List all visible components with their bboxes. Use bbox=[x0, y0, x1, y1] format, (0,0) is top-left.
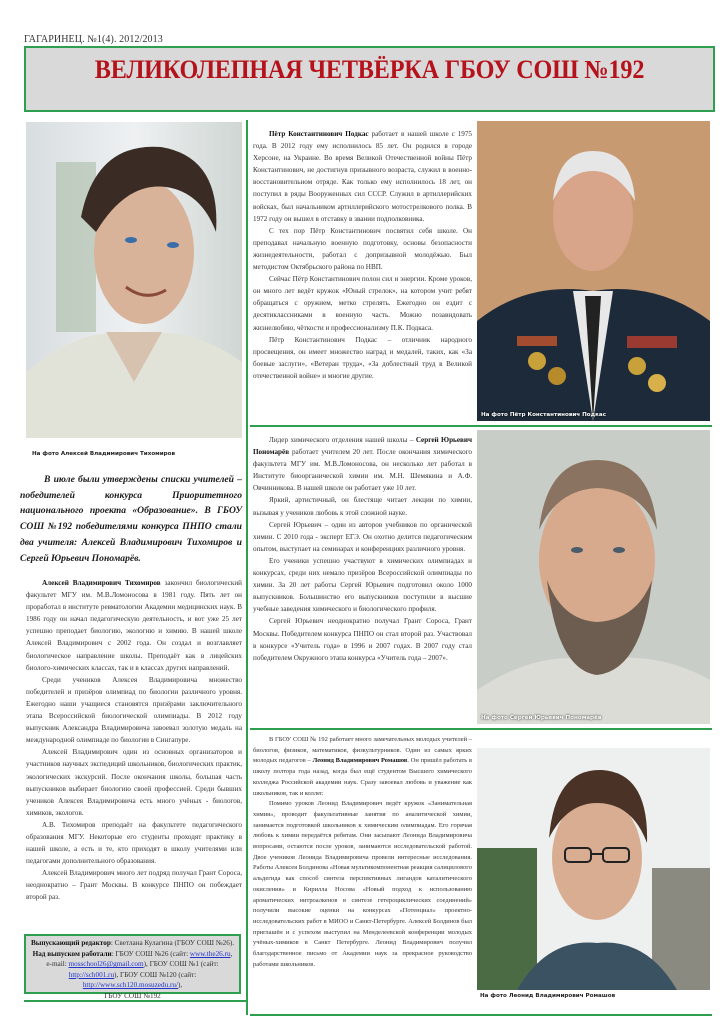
portrait-photo-icon bbox=[477, 121, 710, 421]
paragraph: С тех пор Пётр Константинович посвятил себя школе. Он преподавал начальную военную подготовку, основы безопасности жизнедеятельности, работал с допризывной молодёжью. Был методистом Октябрьского района по НВП. bbox=[253, 226, 472, 272]
section-divider-2 bbox=[250, 728, 712, 730]
text: ), bbox=[177, 981, 183, 990]
photo-ponomarev bbox=[477, 430, 710, 724]
column-divider bbox=[246, 120, 248, 1015]
link-sch120[interactable]: http://www.sch120.mosuzedu.ru/ bbox=[82, 981, 178, 990]
article-lead: Лидер химического отделения нашей школы – bbox=[269, 436, 416, 444]
paragraph: Сейчас Пётр Константинович полон сил и энергии. Кроме уроков, он много лет ведёт кружок «Юный стрелок», на котором учит ребят обращаться с оружием, метко стрелять. Ежегодно он ездит с десятиклассниками в военную часть. Можно позавидовать жизнелюбию, чёткости и профессионализму П.К. Подкаса. bbox=[253, 275, 472, 332]
section-divider-1 bbox=[250, 425, 712, 427]
article-name: Леонид Владимирович Ромашов bbox=[312, 757, 408, 765]
paragraph: Сергей Юрьевич – один из авторов учебников по органической химии. С 2010 года - эксперт ЕГЭ. Он охотно делится педагогическим опытом, выступает на семинарах и конференциях различного уровня. bbox=[253, 520, 472, 553]
intro-text: В июле были утверждены списки учителей – победителей конкурса Приоритетного национального проекта «Образование». В ГБОУ СОШ №192 победителями конкурса ПНПО стали два учителя: Алексей Владимирович Тихомиров и Сергей Юрьевич Пономарёв. bbox=[20, 474, 242, 564]
paragraph: закончил биологический факультет МГУ им. М.В.Ломоносова в 1981 году. Пять лет он проработал в институте ревматологии Академии медицинских наук. В 1986 году он начал педагогическую деятельность, и вот уже 25 лет успешно преподает биологию, экологию и химию. В нашей школе Алексей Владимирович с 2002 года. Он создал и возглавляет биологическое направление школы. Преподаёт как в лицейских биолого-химических классах, так и в классах других направлений. bbox=[26, 579, 242, 672]
paragraph: . Он пришёл работать в школу полтора года назад, когда был ещё студентом Высшего химического колледжа Российской академии наук. Сразу завоевал любовь и уважение как школьников, так и коллег. bbox=[253, 757, 472, 797]
article-romashov bbox=[253, 735, 472, 970]
link-the26[interactable]: www.the26.ru bbox=[189, 949, 231, 958]
worked-label: Над выпуском работали bbox=[32, 949, 112, 958]
paragraph: Сергей Юрьевич неоднократно получал Грант Сороса, Грант Москвы. Победителем конкурса ПНПО он стал второй раз. Участвовал в конкурсе «Учитель года» в 1996 и 2007 годах. В 2007 году стал победителем Окружного этапа конкурса «Учитель года – 2007». bbox=[253, 617, 472, 662]
photo-caption-podkas: На фото Пётр Константинович Подкас bbox=[481, 412, 607, 418]
article-tikhomirov bbox=[26, 577, 242, 904]
article-name: Пётр Константинович Подкас bbox=[269, 130, 369, 138]
section-divider-3 bbox=[250, 1014, 712, 1016]
paragraph: Помимо уроков Леонид Владимирович ведёт кружок «Занимательная химия», проводит факультативные занятия по аналитической химии, занимается подготовкой школьников к химическим олимпиадам. Его горячая любовь к химии передаётся ребятам. Они засыпают Леонида Владимировича вопросами, остаются после уроков, занимаются исследовательской работой. Двое учеников Леонида Владимировича провели интересные исследования. Работы Алексея Болдинова «Новая мультикомпонентная реакция салицилового альдегида как способ синтеза перспективных лигандов каталитического окисления» и Кирилла Носова «Новый подход к использованию ароматических нитроалкенов в синтезе гетероциклических соединений» получили высокие оценки на конкурсах «Потенциал» проектно-исследовательских работ в МИОО и Санкт-Петербурге. Алексей Болдинов был приглашён и с успехом выступил на Менделеевской конференции молодых учёных-химиков в Санкт Петербурге. Леонид Владимирович получил благодарственное письмо от Академии наук за прекрасное руководство работами школьников. bbox=[253, 800, 472, 968]
editor-last-line: ГБОУ СОШ №192 bbox=[104, 991, 161, 1000]
paragraph: Яркий, артистичный, он блестяще читает лекции по химии, вызывая у учеников любовь к этой сложной науке. bbox=[253, 496, 472, 517]
photo-podkas bbox=[477, 121, 710, 421]
paragraph: работает в нашей школе с 1975 года. В 2012 году ему исполнилось 85 лет. Он родился в городе Херсоне, на Украине. Во время Великой Отечественной войны Пётр Константинович, не достигнув призывного возраста, служил в военно-восстановительном отряде. Как только ему исполнилось 18 лет, он поступил в ряды Вооруженных сил СССР. Служил в артиллерийских войсках, был начальником артиллерийского мотострелкового полка. В 1972 году он вышел в отставку в звании подполковника. bbox=[253, 130, 472, 223]
intro-paragraph bbox=[20, 472, 242, 566]
paragraph: Среди учеников Алексея Владимировича множество победителей и призёров олимпиад по биологии различного уровня. Ежегодно наши учащиеся становятся призёрами заключительного этапа Всероссийской биологической олимпиады. В 2012 году выпускник Александра Владимировича завоевал золотую медаль на международной олимпиаде по биологии в Сингапуре. bbox=[26, 675, 242, 745]
text: : ГБОУ СОШ №26 (сайт: bbox=[111, 949, 190, 958]
photo-caption-romashov: На фото Леонид Владимирович Ромашов bbox=[480, 993, 616, 999]
portrait-photo-icon bbox=[477, 748, 710, 990]
article-ponomarev bbox=[253, 434, 472, 664]
article-lead: В ГБОУ СОШ № 192 работает много замечательных молодых учителей – биологов, физиков, математиков, физкультурников. Один из самых ярких молодых педагогов – bbox=[253, 736, 472, 765]
photo-romashov bbox=[477, 748, 710, 990]
paragraph: Его ученики успешно участвуют в химических олимпиадах и конкурсах, среди них немало призёров Всероссийской олимпиады по химии. За 20 лет работы Сергей Юрьевич подготовил около 1000 выпускников. Большинство его выпускников поступили в высшие учебные заведения химического и биологического профиля. bbox=[253, 556, 472, 614]
text: ), ГБОУ СОШ №120 (сайт: bbox=[114, 970, 197, 979]
paragraph: Алексей Владимирович один из основных организаторов и участников научных экспедиций школьников, биологических практик, экологических экскурсий. После окончания школы, большая часть выпускников выбирает биологию своей профессией. Среди бывших учеников Алексея Владимировича есть много учёных - биологов, химиков, экологов. bbox=[26, 748, 242, 817]
editor-value: : Светлана Кулагина (ГБОУ СОШ №26). bbox=[110, 939, 235, 947]
paragraph: Алексей Владимирович много лет подряд получал Грант Сороса, неоднократно – Грант Москвы. В конкурсе ПНПО он побеждает второй раз. bbox=[26, 869, 242, 902]
page-title: ВЕЛИКОЛЕПНАЯ ЧЕТВЁРКА ГБОУ СОШ №192 bbox=[94, 55, 645, 84]
link-email[interactable]: mosschool26@gmail.com bbox=[68, 960, 144, 969]
title-banner bbox=[24, 46, 715, 112]
paragraph: А.В. Тихомиров преподаёт на факультете педагогического образования МГУ. Некоторые его студенты проходят практику в нашей школе, а есть и те, кто приходят в школу учителями или педагогами дополнительного образования. bbox=[26, 820, 242, 866]
paragraph: работает учителем 20 лет. После окончания химического факультета МГУ им. М.В.Ломоносова, он несколько лет работал в Институте биоорганической химии им. М.Н. Шемякина и А.Ф. Овчинникова. В нашей школе он работает уже 10 лет. bbox=[253, 448, 472, 493]
text: , e-mail: bbox=[46, 949, 233, 969]
paragraph: Пётр Константинович Подкас – отличник народного просвещения, он имеет множество наград и медалей, таких, как «За боевые заслуги», «Ветеран труда», «За доблестный труд в Великой отечественной войне» и многие другие. bbox=[253, 335, 472, 380]
running-head: ГАГАРИНЕЦ. №1(4). 2012/2013 bbox=[24, 34, 163, 45]
left-bottom-divider bbox=[24, 1000, 246, 1002]
article-name: Алексей Владимирович Тихомиров bbox=[42, 579, 161, 587]
editor-label: Выпускающий редактор bbox=[30, 939, 111, 947]
article-podkas bbox=[253, 128, 472, 382]
article-name: Сергей Юрьевич Пономарёв bbox=[253, 436, 472, 457]
editor-info-box bbox=[24, 934, 241, 1000]
link-sch001[interactable]: http://sch001.ru bbox=[68, 970, 115, 979]
portrait-photo-icon bbox=[477, 430, 710, 724]
photo-tikhomirov bbox=[26, 122, 242, 438]
text: ), ГБОУ СОШ №1 (сайт: bbox=[143, 960, 219, 969]
photo-caption-tikhomirov: На фото Алексей Владимирович Тихомиров bbox=[32, 451, 176, 457]
photo-caption-ponomarev: На фото Сергей Юрьевич Пономарёв bbox=[481, 715, 602, 721]
portrait-photo-icon bbox=[26, 122, 242, 438]
